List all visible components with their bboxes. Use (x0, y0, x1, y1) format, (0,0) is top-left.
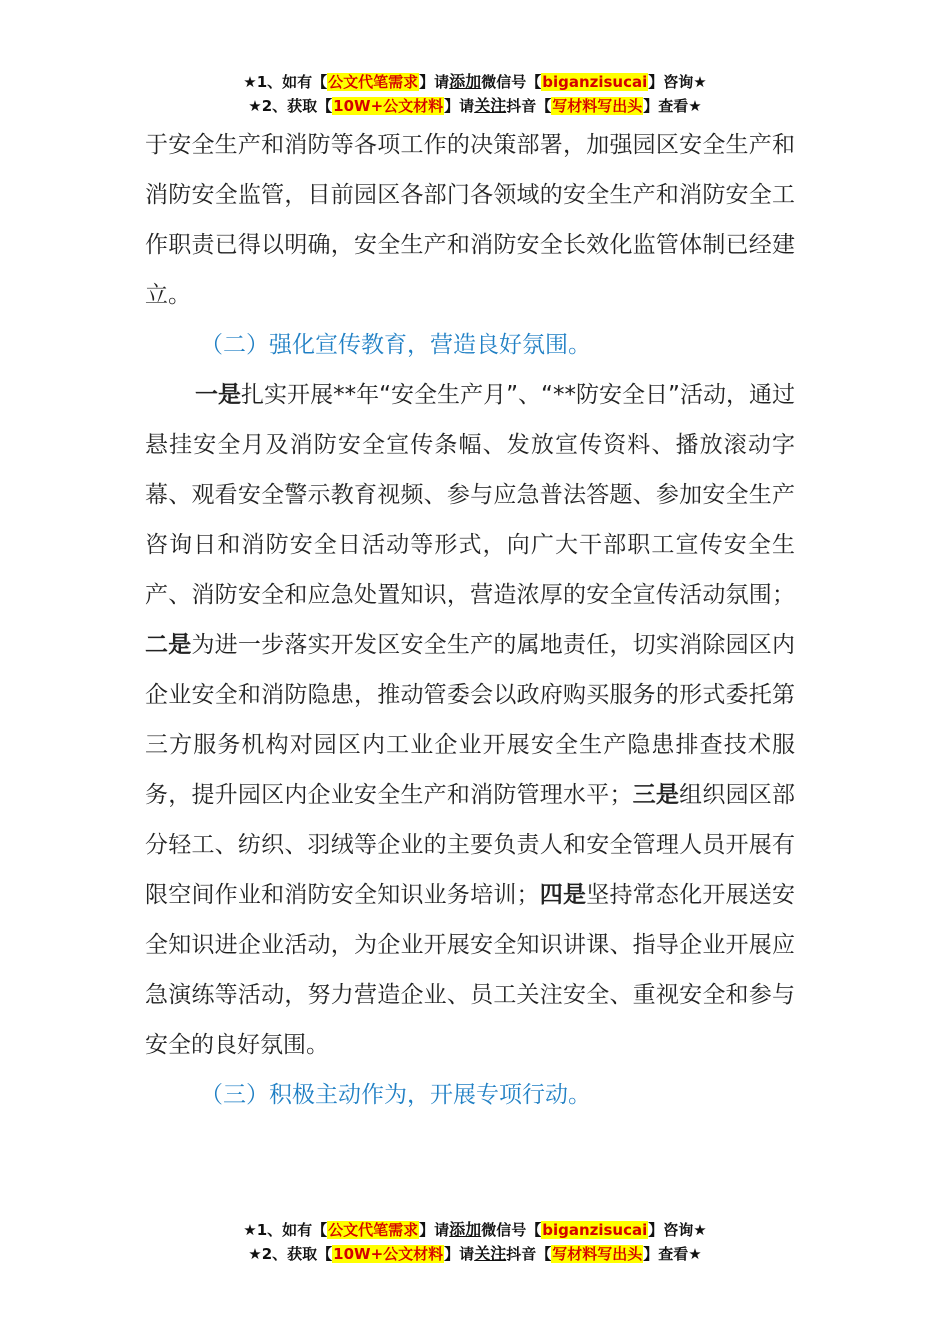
bold-marker: 三是 (632, 782, 680, 808)
highlight-service: 公文代笔需求 (328, 1221, 419, 1239)
star-icon: ★ (688, 97, 702, 115)
section-heading-3: （三）积极主动作为，开展专项行动。 (200, 1082, 591, 1108)
highlight-douyin-account: 写材料写出头 (552, 1245, 643, 1263)
header-banner (0, 70, 950, 118)
star-icon: ★ (693, 73, 707, 91)
highlight-service: 公文代笔需求 (328, 73, 419, 91)
banner-line-2: ★2、获取【10W+公文材料】请关注抖音【写材料写出头】查看★ (248, 96, 702, 115)
bold-marker: 二是 (145, 632, 192, 658)
star-icon: ★ (248, 97, 262, 115)
star-icon: ★ (688, 1245, 702, 1263)
paragraph-publicity: 一是扎实开展**年“安全生产月”、“**防安全日”活动，通过悬挂安全月及消防安全宣传条幅、发放宣传资料、播放滚动字幕、观看安全警示教育视频、参与应急普法答题、参加安全生产咨询日和消防安全日活动等形式，向广大干部职工宣传安全生产、消防安全和应急处置知识，营造浓厚的安全宣传活动氛围；二是为进一步落实开发区安全生产的属地责任，切实消除园区内企业安全和消防隐患，推动管委会以政府购买服务的形式委托第三方服务机构对园区内工业企业开展安全生产隐患排查技术服务，提升园区内企业安全生产和消防管理水平；三是组织园区部分轻工、纺织、羽绒等企业的主要负责人和安全管理人员开展有限空间作业和消防安全知识业务培训；四是坚持常态化开展送安全知识进企业活动，为企业开展安全知识讲课、指导企业开展应急演练等活动，努力营造企业、员工关注安全、重视安全和参与安全的良好氛围。 (145, 382, 796, 1058)
banner-line-2: ★2、获取【10W+公文材料】请关注抖音【写材料写出头】查看★ (248, 1244, 702, 1263)
star-icon: ★ (243, 1221, 257, 1239)
highlight-materials: 10W+公文材料 (333, 97, 444, 115)
paragraph-continued: 于安全生产和消防等各项工作的决策部署，加强园区安全生产和消防安全监管，目前园区各部门各领域的安全生产和消防安全工作职责已得以明确，安全生产和消防安全长效化监管体制已经建立。 (145, 132, 795, 308)
bold-marker: 一是 (195, 382, 242, 408)
star-icon: ★ (693, 1221, 707, 1239)
section-heading-2: （二）强化宣传教育，营造良好氛围。 (200, 332, 591, 358)
footer-banner (0, 1218, 950, 1266)
star-icon: ★ (248, 1245, 262, 1263)
bold-marker: 四是 (539, 882, 587, 908)
star-icon: ★ (243, 73, 257, 91)
banner-line-1: ★1、如有【公文代笔需求】请添加微信号【biganzisucai】咨询★ (243, 72, 707, 91)
highlight-douyin-account: 写材料写出头 (552, 97, 643, 115)
highlight-wechat-id: biganzisucai (542, 73, 648, 91)
document-body (145, 120, 795, 1120)
highlight-materials: 10W+公文材料 (333, 1245, 444, 1263)
banner-line-1: ★1、如有【公文代笔需求】请添加微信号【biganzisucai】咨询★ (243, 1220, 707, 1239)
highlight-wechat-id: biganzisucai (542, 1221, 648, 1239)
